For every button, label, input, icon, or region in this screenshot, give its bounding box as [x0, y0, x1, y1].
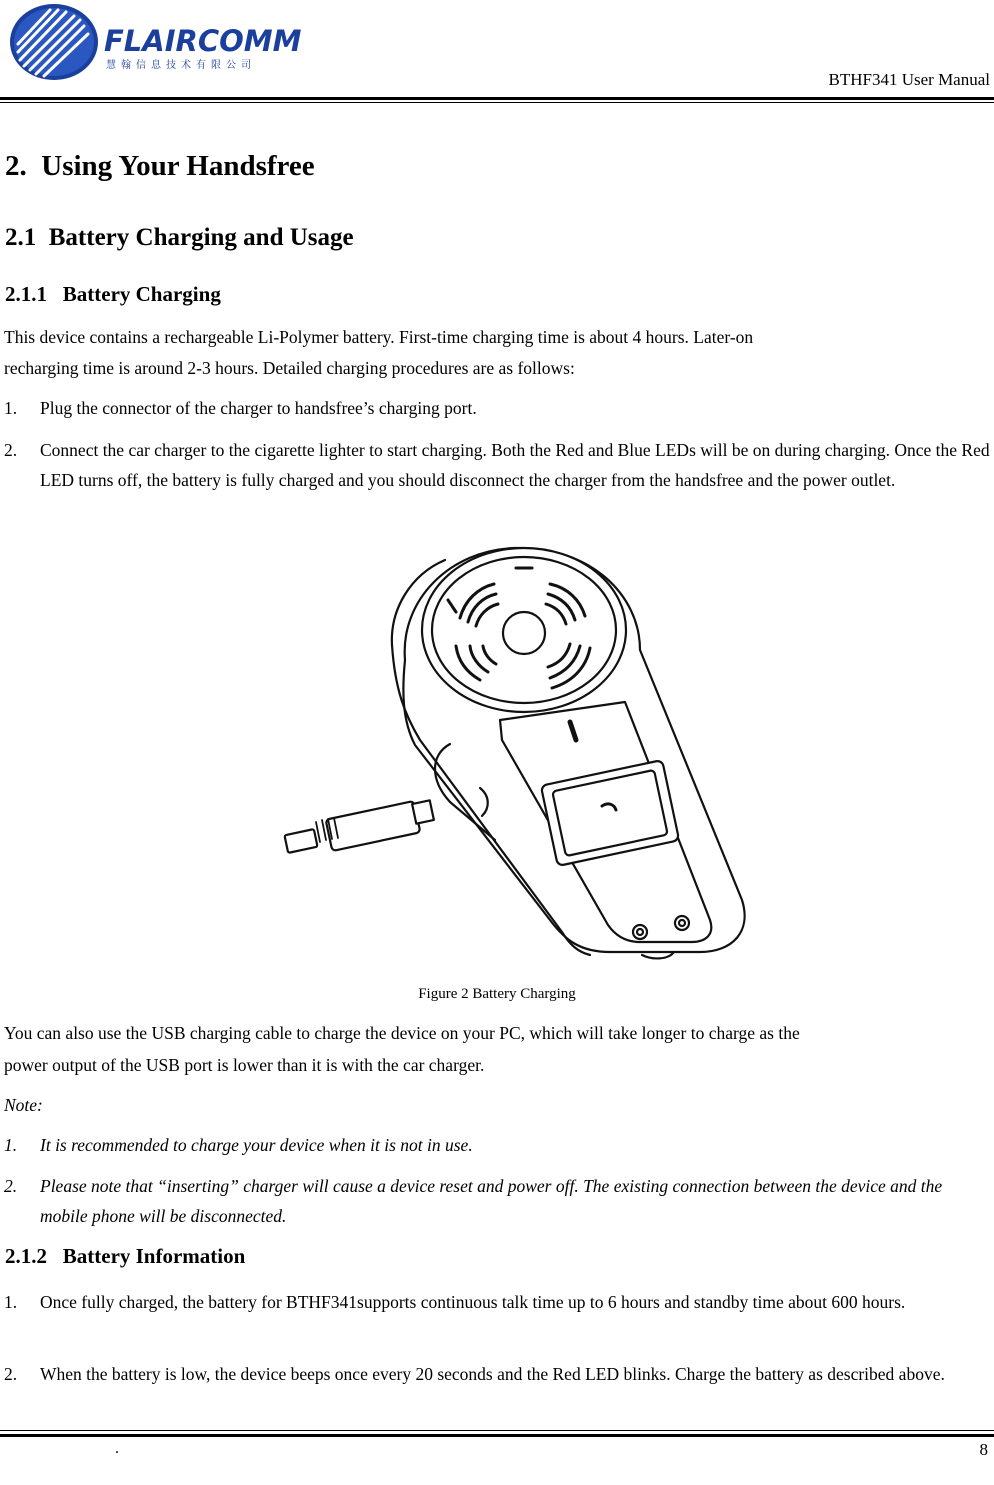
- header-rule-thick: [0, 97, 994, 100]
- intro-line-1: This device contains a rechargeable Li-Polymer battery. First-time charging time is about 4 hours. Later-on: [4, 327, 754, 347]
- section-number: 2.1: [5, 224, 37, 251]
- footer-rule-thick: [0, 1434, 994, 1437]
- footer-rule-thin: [0, 1430, 994, 1431]
- item-number: 2.: [4, 1364, 18, 1384]
- logo-chinese-name: 慧翰信息技术有限公司: [106, 60, 256, 71]
- item-text: Once fully charged, the battery for BTHF341supports continuous talk time up to 6 hours and standby time about 600 hours.: [40, 1292, 906, 1312]
- note-text: It is recommended to charge your device when it is not in use.: [40, 1135, 473, 1155]
- usb-charging-line-2: power output of the USB port is lower than it is with the car charger.: [4, 1055, 485, 1075]
- section-title: Battery Charging: [62, 282, 221, 306]
- note-text: Please note that “inserting” charger will cause a device reset and power off. The existing connection between the device and the mobile phone will be disconnected.: [40, 1176, 943, 1226]
- item-number: 1.: [4, 1292, 18, 1312]
- section-title: Battery Information: [62, 1244, 246, 1268]
- charging-step: [4, 393, 990, 423]
- section-title: Using Your Handsfree: [41, 150, 315, 182]
- charging-step: [4, 435, 990, 495]
- section-2-1-heading: [5, 224, 354, 252]
- step-number: 1.: [4, 398, 18, 418]
- note-item: [4, 1130, 990, 1160]
- usb-charging-line-1: You can also use the USB charging cable to charge the device on your PC, which will take longer to charge as the: [4, 1023, 800, 1043]
- battery-info-item: [4, 1359, 990, 1389]
- figure-caption: Figure 2 Battery Charging: [418, 986, 576, 1002]
- section-2-heading: [5, 150, 315, 183]
- page-number: 8: [979, 1440, 988, 1459]
- step-text: Plug the connector of the charger to handsfree’s charging port.: [40, 398, 477, 418]
- document-title: BTHF341 User Manual: [828, 70, 990, 89]
- header-rule-thin: [0, 102, 994, 103]
- flaircomm-logo: [6, 2, 306, 82]
- battery-charging-figure: [280, 540, 760, 970]
- section-number: 2.: [5, 150, 27, 182]
- note-label: Note:: [4, 1095, 43, 1115]
- item-text: When the battery is low, the device beeps once every 20 seconds and the Red LED blinks. Charge the battery as described above.: [40, 1364, 945, 1384]
- step-number: 2.: [4, 440, 18, 460]
- section-number: 2.1.2: [5, 1244, 47, 1268]
- section-2-1-2-heading: [5, 1244, 245, 1269]
- note-item: [4, 1171, 990, 1231]
- footer-mark: .: [115, 1440, 119, 1457]
- flaircomm-globe-icon: [6, 2, 98, 82]
- section-title: Battery Charging and Usage: [48, 224, 354, 251]
- battery-info-item: [4, 1287, 990, 1317]
- note-number: 2.: [4, 1176, 18, 1196]
- section-number: 2.1.1: [5, 282, 47, 306]
- note-number: 1.: [4, 1135, 18, 1155]
- logo-wordmark: FLAIRCOMM: [104, 24, 302, 58]
- section-2-1-1-heading: [5, 282, 221, 307]
- step-text: Connect the car charger to the cigarette lighter to start charging. Both the Red and Blue LEDs will be on during charging. Once the Red LED turns off, the battery is fully charged and you should disconnect the charger from the handsfree and the power outlet.: [40, 440, 990, 490]
- intro-line-2: recharging time is around 2-3 hours. Detailed charging procedures are as follows:: [4, 358, 575, 378]
